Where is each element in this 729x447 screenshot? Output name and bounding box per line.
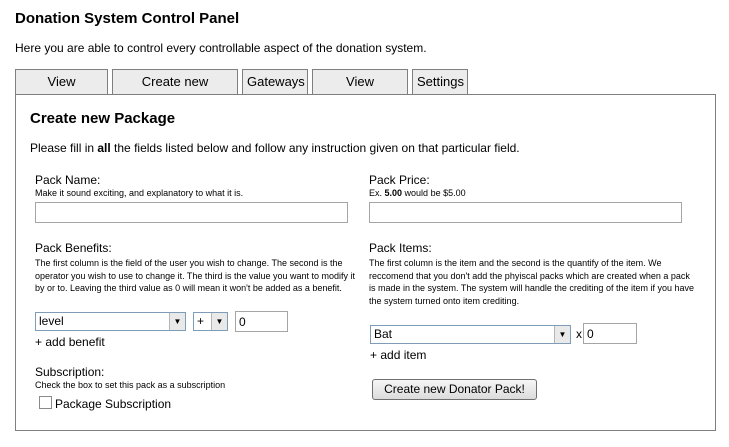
quantity-multiplier: x <box>576 327 582 341</box>
package-subscription-checkbox[interactable] <box>39 396 52 409</box>
intro-text: Here you are able to control every controllable aspect of the donation system. <box>15 41 427 55</box>
chevron-down-icon[interactable]: ▼ <box>554 326 570 343</box>
create-donator-pack-button[interactable]: Create new Donator Pack! <box>372 379 537 400</box>
item-quantity-input[interactable] <box>583 323 637 344</box>
panel-instructions <box>30 141 520 155</box>
benefit-operator-selected: + <box>197 314 205 328</box>
pack-price-input[interactable] <box>369 202 682 223</box>
tab-view-donations[interactable]: View <box>312 69 408 94</box>
benefit-field-select[interactable] <box>35 312 186 331</box>
pack-name-input[interactable] <box>35 202 348 223</box>
benefit-value-input[interactable] <box>235 311 288 332</box>
pack-price-hint-prefix: Ex. <box>369 188 385 198</box>
pack-price-label: Pack Price: <box>369 173 430 187</box>
pack-price-hint-suffix: would be $5.00 <box>402 188 466 198</box>
tab-view-packages[interactable]: View <box>15 69 108 94</box>
subscription-label: Subscription: <box>35 365 105 379</box>
pack-name-hint: Make it sound exciting, and explanatory to what it is. <box>35 188 244 198</box>
chevron-down-icon[interactable]: ▼ <box>211 313 227 330</box>
chevron-down-icon[interactable]: ▼ <box>169 313 185 330</box>
item-select[interactable] <box>370 325 571 344</box>
pack-price-hint <box>369 187 466 200</box>
item-selected: Bat <box>374 327 393 341</box>
benefit-field-selected: level <box>39 314 64 328</box>
tab-create-new-package[interactable]: Create new <box>112 69 238 94</box>
pack-benefits-label: Pack Benefits: <box>35 241 112 255</box>
pack-items-label: Pack Items: <box>369 241 432 255</box>
tab-settings[interactable]: Settings <box>412 69 468 94</box>
subscription-hint: Check the box to set this pack as a subscription <box>35 380 226 390</box>
panel-title: Create new Package <box>30 110 176 127</box>
pack-items-hint: The first column is the item and the second is the quantify of the item. We reccomend that you don't add the phyiscal packs which are created when a pack is made in the system. The system will handle the crediting of the item if you have the system turned onto item crediting. <box>369 258 694 306</box>
package-subscription-label[interactable]: Package Subscription <box>55 397 172 411</box>
page-title: Donation System Control Panel <box>15 10 240 27</box>
pack-price-hint-bold: 5.00 <box>384 188 403 198</box>
instructions-text: Please fill in <box>30 141 98 155</box>
instructions-text-end: the fields listed below and follow any instruction given on that particular field. <box>110 141 520 155</box>
pack-name-label: Pack Name: <box>35 173 101 187</box>
add-item-link[interactable]: + add item <box>370 348 427 362</box>
pack-benefits-hint: The first column is the field of the user you wish to change. The second is the operator you wish to use to change it. The third is the value you want to modify it by or to. Leaving the third value as 0 will mean it won't be added as a benefit. <box>35 258 356 293</box>
tab-gateways[interactable]: Gateways <box>242 69 308 94</box>
benefit-operator-select[interactable] <box>193 312 228 331</box>
instructions-bold: all <box>97 141 111 155</box>
add-benefit-link[interactable]: + add benefit <box>35 335 105 349</box>
